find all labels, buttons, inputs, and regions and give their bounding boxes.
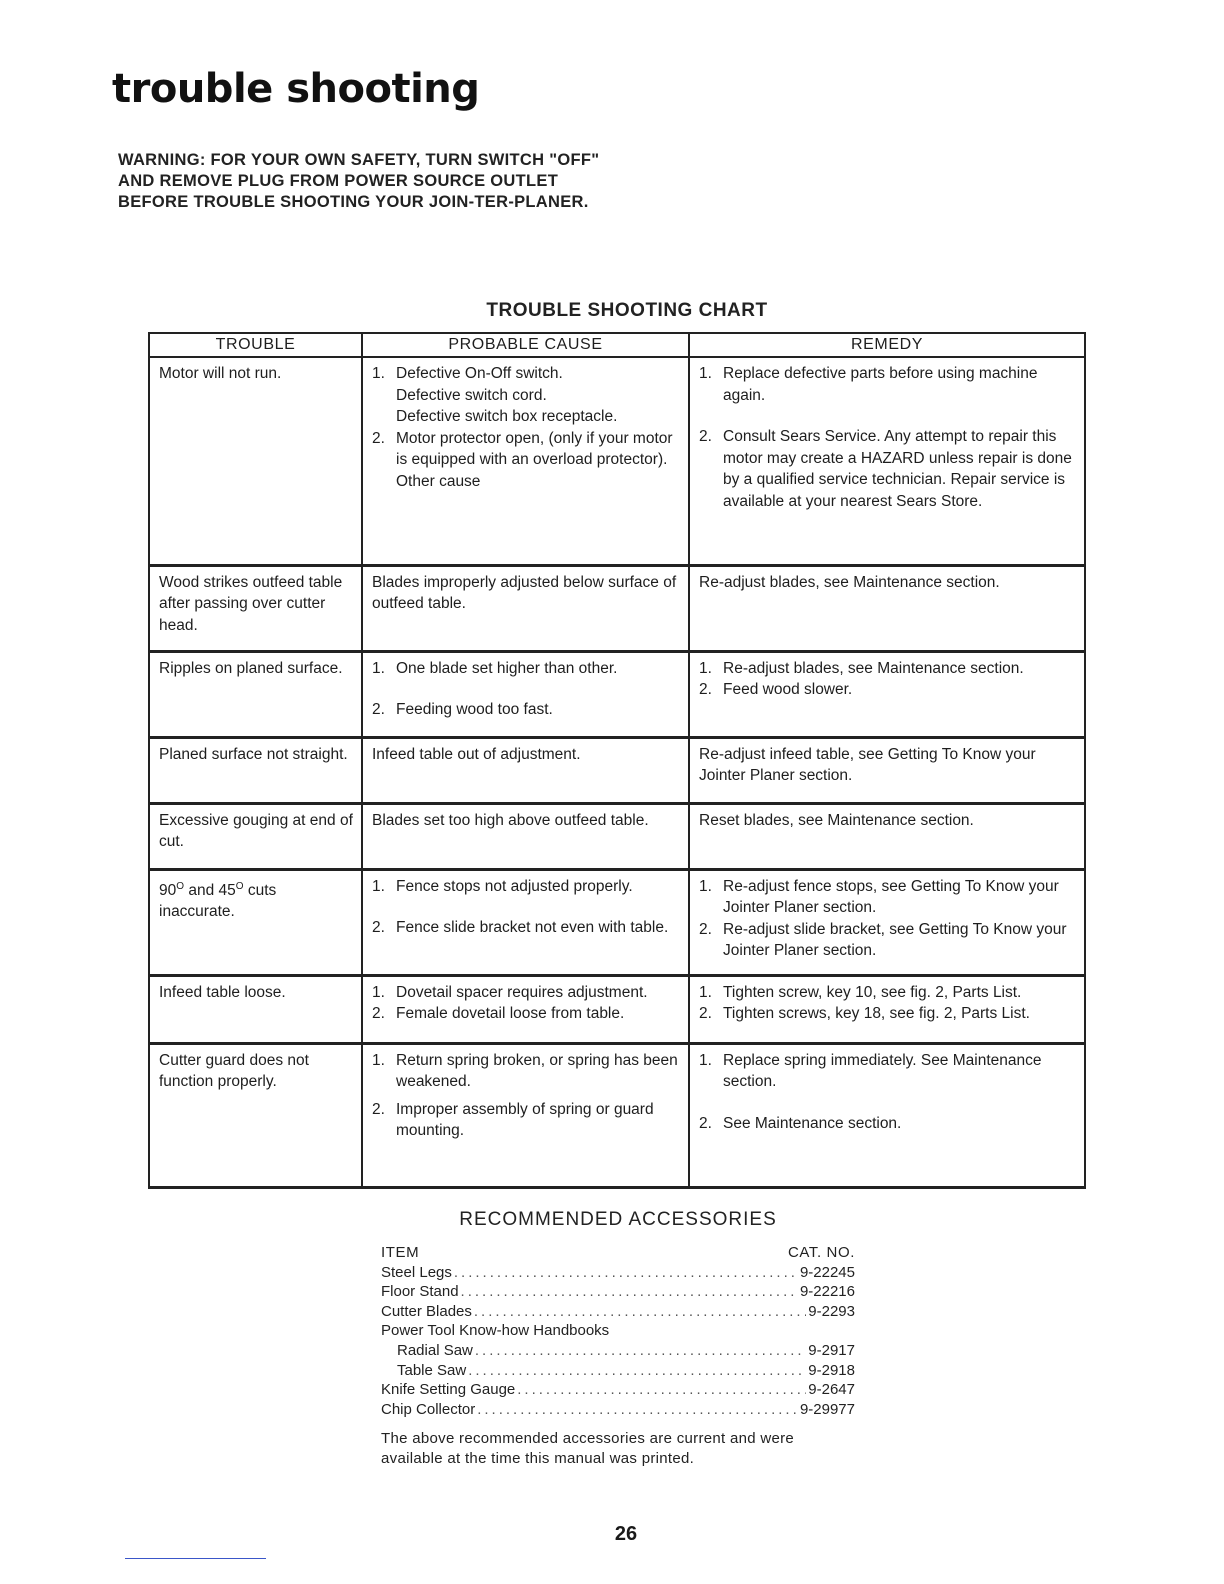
- chart-title: TROUBLE SHOOTING CHART: [486, 300, 768, 321]
- trouble-cell: Ripples on planed surface.: [149, 651, 362, 737]
- cause-cell: Blades improperly adjusted below surface of outfeed table.: [362, 565, 689, 651]
- trouble-cell: Cutter guard does not function properly.: [149, 1043, 362, 1187]
- trouble-cell: $90^O$ and $45^O$ cuts inaccurate.: [149, 869, 362, 975]
- cause-cell: Infeed table out of adjustment.: [362, 737, 689, 803]
- trouble-cell: Wood strikes outfeed table after passing over cutter head.: [149, 565, 362, 651]
- table-row: [149, 803, 1085, 869]
- trouble-shooting-chart: [148, 332, 1086, 1189]
- cause-cell: Blades set too high above outfeed table.: [362, 803, 689, 869]
- page-number: 26: [614, 1523, 638, 1545]
- remedy-cell: Reset blades, see Maintenance section.: [689, 803, 1085, 869]
- list-item: Floor Stand ..... 9-22216: [381, 1282, 855, 1302]
- accessories-footnote: The above recommended accessories are current and were available at the time this manual was printed.: [381, 1430, 795, 1468]
- accessories-title: RECOMMENDED ACCESSORIES: [459, 1209, 777, 1230]
- trouble-cell: Excessive gouging at end of cut.: [149, 803, 362, 869]
- handbooks-group-label: Power Tool Know-how Handbooks: [381, 1322, 610, 1340]
- accessories-header: [381, 1243, 855, 1263]
- page-title: trouble shooting: [112, 66, 480, 112]
- list-item: Knife Setting Gauge ..... 9-2647: [381, 1380, 855, 1400]
- remedy-cell: Re-adjust blades, see Maintenance section.: [689, 565, 1085, 651]
- remedy-cell: 1. Replace defective parts before using machine again. 2. Consult Sears Service. Any attempt to repair this motor may create a HAZARD unless repair is done by a qualified service technician. Repair service is available at your nearest Sears Store.: [689, 357, 1085, 565]
- cause-cell: 1. Dovetail spacer requires adjustment. 2. Female dovetail loose from table.: [362, 975, 689, 1043]
- cat-no-column-label: CAT. NO.: [787, 1244, 855, 1261]
- trouble-cell: Infeed table loose.: [149, 975, 362, 1043]
- table-row: [149, 1043, 1085, 1187]
- header-remedy: REMEDY: [689, 333, 1085, 357]
- remedy-cell: 1. Tighten screw, key 10, see fig. 2, Parts List. 2. Tighten screws, key 18, see fig. 2, Parts List.: [689, 975, 1085, 1043]
- remedy-cell: Re-adjust infeed table, see Getting To Know your Jointer Planer section.: [689, 737, 1085, 803]
- list-item: Table Saw ..... 9-2918: [381, 1361, 855, 1381]
- cause-cell: 1. Defective On-Off switch. Defective switch cord. Defective switch box receptacle. 2. Motor protector open, (only if your motor is equipped with an overload protector). Other cause: [362, 357, 689, 565]
- cause-cell: 1. Return spring broken, or spring has been weakened. 2. Improper assembly of spring or guard mounting.: [362, 1043, 689, 1187]
- trouble-cell: Planed surface not straight.: [149, 737, 362, 803]
- table-row: [149, 737, 1085, 803]
- cause-cell: 1. One blade set higher than other. 2. Feeding wood too fast.: [362, 651, 689, 737]
- header-trouble: TROUBLE: [149, 333, 362, 357]
- scan-edge-line: [125, 1558, 266, 1559]
- list-item: Steel Legs ..... 9-22245: [381, 1263, 855, 1283]
- accessories-list: [381, 1243, 855, 1469]
- chart-header-row: [149, 333, 1085, 357]
- item-column-label: ITEM: [381, 1244, 420, 1261]
- table-row: [149, 357, 1085, 565]
- list-item: Radial Saw ..... 9-2917: [381, 1341, 855, 1361]
- header-probable-cause: PROBABLE CAUSE: [362, 333, 689, 357]
- table-row: [149, 869, 1085, 975]
- trouble-cell: Motor will not run.: [149, 357, 362, 565]
- cause-cell: 1. Fence stops not adjusted properly. 2. Fence slide bracket not even with table.: [362, 869, 689, 975]
- list-item: Cutter Blades ..... 9-2293: [381, 1302, 855, 1322]
- remedy-cell: 1. Re-adjust fence stops, see Getting To Know your Jointer Planer section. 2. Re-adjust slide bracket, see Getting To Know your Jointer Planer section.: [689, 869, 1085, 975]
- remedy-cell: 1. Re-adjust blades, see Maintenance section. 2. Feed wood slower.: [689, 651, 1085, 737]
- remedy-cell: 1. Replace spring immediately. See Maintenance section. 2. See Maintenance section.: [689, 1043, 1085, 1187]
- table-row: [149, 565, 1085, 651]
- safety-warning: WARNING: FOR YOUR OWN SAFETY, TURN SWITCH "OFF" AND REMOVE PLUG FROM POWER SOURCE OUTLET BEFORE TROUBLE SHOOTING YOUR JOIN-TER-PLANER.: [118, 151, 600, 211]
- list-item: Chip Collector ..... 9-29977: [381, 1400, 855, 1420]
- table-row: [149, 975, 1085, 1043]
- table-row: [149, 651, 1085, 737]
